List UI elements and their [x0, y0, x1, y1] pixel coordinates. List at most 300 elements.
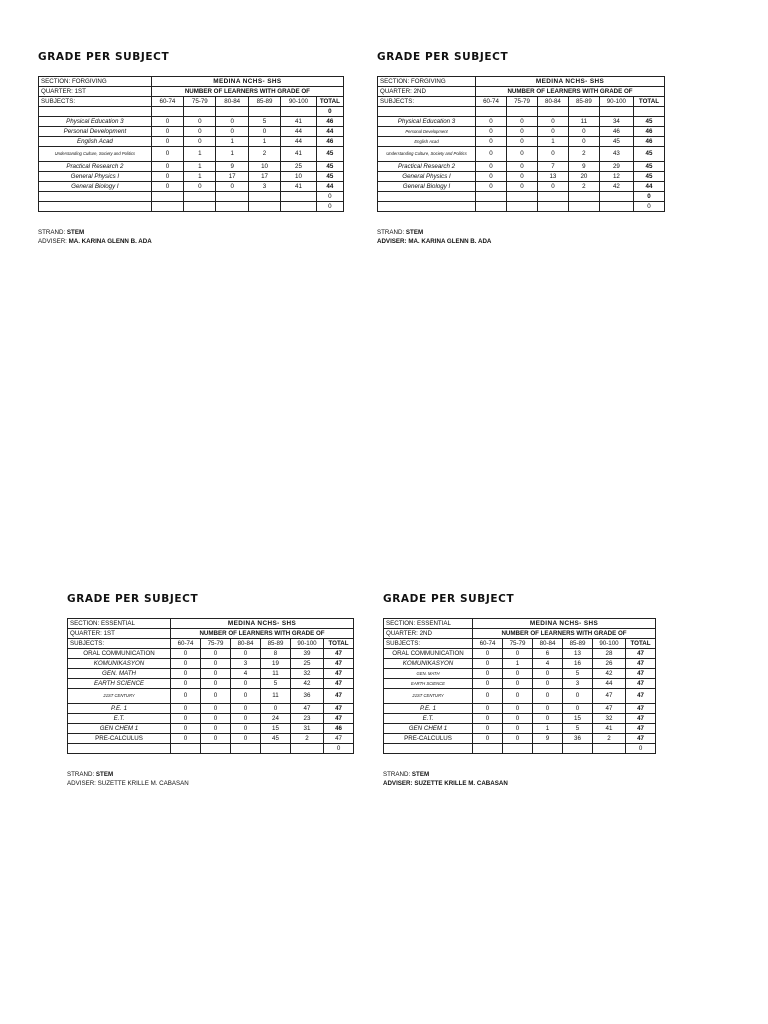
adviser-line: ADVISER: SUZETTE KRILLE M. CABASAN — [67, 780, 189, 787]
count-cell: 0 — [476, 147, 507, 162]
total-cell: 47 — [324, 714, 354, 724]
total-cell: 44 — [316, 182, 343, 192]
count-cell: 3 — [231, 659, 261, 669]
table-row — [378, 172, 665, 182]
subject-name: English Acad — [378, 137, 476, 147]
count-cell: 0 — [201, 659, 231, 669]
count-cell: 0 — [231, 649, 261, 659]
table-row — [68, 724, 354, 734]
range-header: 75-79 — [184, 97, 216, 107]
total-cell: 47 — [626, 704, 656, 714]
count-cell: 0 — [231, 679, 261, 689]
count-cell: 8 — [261, 649, 291, 659]
count-cell: 15 — [261, 724, 291, 734]
total-cell: 47 — [324, 689, 354, 704]
total-cell: 47 — [324, 659, 354, 669]
total-cell: 47 — [324, 679, 354, 689]
count-cell: 0 — [503, 734, 533, 744]
table-row-blank — [378, 107, 665, 117]
table-row — [384, 659, 656, 669]
sheet-title: GRADE PER SUBJECT — [383, 593, 515, 605]
subject-name: Practical Research 2 — [39, 162, 152, 172]
count-cell: 0 — [503, 714, 533, 724]
count-cell: 0 — [537, 117, 568, 127]
table-row — [68, 704, 354, 714]
table-row — [39, 182, 344, 192]
count-cell: 0 — [473, 689, 503, 704]
count-cell: 0 — [503, 689, 533, 704]
subject-name: General Physics I — [39, 172, 152, 182]
count-cell: 0 — [503, 724, 533, 734]
table-row — [384, 669, 656, 679]
count-cell: 32 — [291, 669, 324, 679]
table-row — [378, 182, 665, 192]
range-header: 90-100 — [593, 639, 626, 649]
count-cell: 2 — [568, 182, 599, 192]
count-cell: 0 — [248, 127, 280, 137]
subject-name: P.E. 1 — [68, 704, 171, 714]
range-header: 60-74 — [171, 639, 201, 649]
count-cell: 0 — [201, 649, 231, 659]
subject-name: Personal Development — [378, 127, 476, 137]
count-cell: 0 — [476, 137, 507, 147]
range-header: 85-89 — [568, 97, 599, 107]
count-cell: 42 — [599, 182, 633, 192]
subject-name: PRE-CALCULUS — [68, 734, 171, 744]
subject-name: EARTH SCIENCE — [68, 679, 171, 689]
count-cell: 0 — [473, 649, 503, 659]
total-header: TOTAL — [633, 97, 664, 107]
count-cell: 0 — [476, 172, 507, 182]
subject-name: GEN. MATH — [68, 669, 171, 679]
count-cell: 0 — [231, 704, 261, 714]
strand-line: STRAND: STEM — [38, 229, 85, 236]
total-cell: 47 — [626, 669, 656, 679]
range-header: 90-100 — [281, 97, 317, 107]
count-cell: 0 — [507, 182, 538, 192]
count-cell: 0 — [476, 182, 507, 192]
subject-name: GEN. MATH — [384, 669, 473, 679]
subject-name: 21ST CENTURY — [384, 689, 473, 704]
grade-table — [67, 618, 354, 754]
count-cell: 2 — [568, 147, 599, 162]
count-cell: 1 — [533, 724, 563, 734]
count-cell: 3 — [563, 679, 593, 689]
count-cell: 5 — [248, 117, 280, 127]
subject-name: Understanding Culture, Society and Politics — [39, 147, 152, 162]
sheet-footer — [38, 228, 344, 246]
count-cell: 0 — [507, 117, 538, 127]
total-cell: 47 — [324, 649, 354, 659]
table-row — [68, 669, 354, 679]
count-cell: 36 — [291, 689, 324, 704]
subject-name: PRE-CALCULUS — [384, 734, 473, 744]
count-cell: 0 — [533, 689, 563, 704]
table-row — [68, 714, 354, 724]
school-name: MEDINA NCHS- SHS — [151, 77, 343, 87]
count-cell: 0 — [507, 147, 538, 162]
total-cell: 0 — [324, 744, 354, 754]
count-cell: 0 — [184, 182, 216, 192]
subject-name: Understanding Culture, Society and Politics — [378, 147, 476, 162]
count-cell: 1 — [537, 137, 568, 147]
count-cell: 0 — [261, 704, 291, 714]
count-cell: 0 — [533, 679, 563, 689]
grade-sheet-essential-q1 — [67, 593, 354, 788]
count-cell: 0 — [171, 704, 201, 714]
count-cell: 5 — [563, 724, 593, 734]
range-header: 75-79 — [201, 639, 231, 649]
count-cell: 0 — [568, 127, 599, 137]
adviser-line: ADVISER: MA. KARINA GLENN B. ADA — [377, 238, 492, 245]
table-row-blank — [378, 202, 665, 212]
subject-name: E.T. — [68, 714, 171, 724]
subject-name: KOMUNIKASYON — [68, 659, 171, 669]
range-header: 90-100 — [599, 97, 633, 107]
count-cell: 44 — [593, 679, 626, 689]
count-cell: 0 — [216, 182, 248, 192]
count-cell: 6 — [533, 649, 563, 659]
count-cell: 0 — [151, 162, 183, 172]
total-cell: 47 — [626, 724, 656, 734]
subjects-label: SUBJECTS: — [39, 97, 152, 107]
count-cell: 45 — [261, 734, 291, 744]
count-cell: 1 — [503, 659, 533, 669]
range-header: 85-89 — [248, 97, 280, 107]
total-cell: 0 — [633, 192, 664, 202]
total-cell: 47 — [324, 704, 354, 714]
count-cell: 0 — [216, 127, 248, 137]
count-cell: 0 — [171, 649, 201, 659]
school-name: MEDINA NCHS- SHS — [473, 619, 656, 629]
count-cell: 0 — [231, 689, 261, 704]
count-cell: 0 — [201, 714, 231, 724]
table-row — [384, 679, 656, 689]
count-cell: 0 — [171, 689, 201, 704]
count-cell: 10 — [248, 162, 280, 172]
total-cell: 46 — [316, 117, 343, 127]
section-cell: SECTION: FORGIVING — [378, 77, 476, 87]
count-cell: 0 — [201, 724, 231, 734]
count-cell: 32 — [593, 714, 626, 724]
count-cell: 0 — [151, 137, 183, 147]
total-cell: 45 — [316, 162, 343, 172]
total-cell: 44 — [633, 182, 664, 192]
subject-name: General Physics I — [378, 172, 476, 182]
grade-sheet-essential-q2 — [383, 593, 656, 788]
total-cell: 0 — [633, 202, 664, 212]
count-cell: 45 — [599, 137, 633, 147]
count-cell: 13 — [537, 172, 568, 182]
table-row — [68, 649, 354, 659]
count-cell: 29 — [599, 162, 633, 172]
subject-name: English Acad — [39, 137, 152, 147]
count-cell: 0 — [507, 172, 538, 182]
count-cell: 44 — [281, 127, 317, 137]
count-cell: 20 — [568, 172, 599, 182]
count-cell: 0 — [507, 127, 538, 137]
table-row — [378, 147, 665, 162]
count-cell: 0 — [533, 669, 563, 679]
count-cell: 0 — [476, 117, 507, 127]
count-cell: 44 — [281, 137, 317, 147]
total-cell: 47 — [626, 689, 656, 704]
count-cell: 0 — [473, 679, 503, 689]
range-header: 80-84 — [533, 639, 563, 649]
subject-name: Physical Education 3 — [39, 117, 152, 127]
count-cell: 13 — [563, 649, 593, 659]
quarter-cell: QUARTER: 2ND — [378, 87, 476, 97]
count-cell: 0 — [231, 714, 261, 724]
total-cell: 47 — [626, 679, 656, 689]
quarter-cell: QUARTER: 2ND — [384, 629, 473, 639]
total-cell: 45 — [633, 172, 664, 182]
total-cell: 46 — [316, 137, 343, 147]
count-cell: 0 — [171, 659, 201, 669]
count-cell: 0 — [537, 182, 568, 192]
count-cell: 11 — [568, 117, 599, 127]
count-cell: 1 — [184, 172, 216, 182]
total-cell: 47 — [626, 714, 656, 724]
total-cell: 0 — [316, 202, 343, 212]
count-cell: 0 — [151, 147, 183, 162]
quarter-cell: QUARTER: 1ST — [68, 629, 171, 639]
subject-name: General Biology I — [378, 182, 476, 192]
count-cell: 5 — [261, 679, 291, 689]
count-cell: 0 — [503, 669, 533, 679]
number-header: NUMBER OF LEARNERS WITH GRADE OF — [151, 87, 343, 97]
count-cell: 39 — [291, 649, 324, 659]
grade-sheet-forgiving-q2 — [377, 51, 665, 246]
sheet-title: GRADE PER SUBJECT — [67, 593, 199, 605]
total-cell: 45 — [316, 172, 343, 182]
number-header: NUMBER OF LEARNERS WITH GRADE OF — [171, 629, 354, 639]
subject-name: General Biology I — [39, 182, 152, 192]
subject-name: ORAL COMMUNICATION — [384, 649, 473, 659]
total-cell: 45 — [316, 147, 343, 162]
count-cell: 28 — [593, 649, 626, 659]
count-cell: 1 — [216, 147, 248, 162]
table-row-blank — [68, 744, 354, 754]
grade-table — [38, 76, 344, 212]
count-cell: 0 — [537, 147, 568, 162]
subject-name: E.T. — [384, 714, 473, 724]
table-row — [68, 679, 354, 689]
range-header: 60-74 — [151, 97, 183, 107]
total-cell: 45 — [633, 162, 664, 172]
count-cell: 1 — [248, 137, 280, 147]
count-cell: 0 — [171, 734, 201, 744]
count-cell: 47 — [593, 704, 626, 714]
number-header: NUMBER OF LEARNERS WITH GRADE OF — [473, 629, 656, 639]
count-cell: 0 — [171, 679, 201, 689]
count-cell: 0 — [476, 127, 507, 137]
school-name: MEDINA NCHS- SHS — [476, 77, 665, 87]
count-cell: 1 — [216, 137, 248, 147]
section-cell: SECTION: ESSENTIAL — [68, 619, 171, 629]
subject-name: Practical Research 2 — [378, 162, 476, 172]
total-cell: 47 — [626, 734, 656, 744]
count-cell: 41 — [281, 182, 317, 192]
strand-line: STRAND: STEM — [67, 771, 114, 778]
count-cell: 47 — [593, 689, 626, 704]
range-header: 85-89 — [261, 639, 291, 649]
count-cell: 0 — [568, 137, 599, 147]
count-cell: 0 — [476, 162, 507, 172]
count-cell: 0 — [184, 127, 216, 137]
count-cell: 9 — [216, 162, 248, 172]
total-header: TOTAL — [324, 639, 354, 649]
count-cell: 0 — [473, 704, 503, 714]
table-row — [68, 734, 354, 744]
table-row — [384, 734, 656, 744]
count-cell: 0 — [151, 117, 183, 127]
total-header: TOTAL — [316, 97, 343, 107]
count-cell: 0 — [473, 669, 503, 679]
table-row — [39, 147, 344, 162]
strand-line: STRAND: STEM — [377, 229, 424, 236]
count-cell: 31 — [291, 724, 324, 734]
count-cell: 0 — [201, 704, 231, 714]
count-cell: 11 — [261, 669, 291, 679]
strand-line: STRAND: STEM — [383, 771, 430, 778]
table-row — [384, 724, 656, 734]
count-cell: 7 — [537, 162, 568, 172]
table-row — [384, 649, 656, 659]
count-cell: 0 — [201, 669, 231, 679]
table-row — [39, 127, 344, 137]
count-cell: 0 — [171, 724, 201, 734]
count-cell: 2 — [248, 147, 280, 162]
count-cell: 41 — [281, 117, 317, 127]
total-header: TOTAL — [626, 639, 656, 649]
count-cell: 34 — [599, 117, 633, 127]
total-cell: 47 — [626, 649, 656, 659]
count-cell: 0 — [151, 182, 183, 192]
count-cell: 4 — [533, 659, 563, 669]
sheet-title: GRADE PER SUBJECT — [377, 51, 509, 63]
count-cell: 0 — [533, 714, 563, 724]
total-cell: 0 — [316, 107, 343, 117]
total-cell: 46 — [633, 137, 664, 147]
total-cell: 47 — [324, 669, 354, 679]
count-cell: 0 — [184, 137, 216, 147]
school-name: MEDINA NCHS- SHS — [171, 619, 354, 629]
count-cell: 0 — [507, 137, 538, 147]
section-cell: SECTION: ESSENTIAL — [384, 619, 473, 629]
subjects-label: SUBJECTS: — [384, 639, 473, 649]
total-cell: 45 — [633, 147, 664, 162]
total-cell: 44 — [316, 127, 343, 137]
count-cell: 41 — [281, 147, 317, 162]
count-cell: 0 — [151, 172, 183, 182]
table-row-blank — [39, 202, 344, 212]
count-cell: 1 — [184, 147, 216, 162]
count-cell: 0 — [503, 649, 533, 659]
count-cell: 47 — [291, 704, 324, 714]
total-cell: 0 — [626, 744, 656, 754]
count-cell: 42 — [593, 669, 626, 679]
count-cell: 0 — [563, 689, 593, 704]
count-cell: 17 — [216, 172, 248, 182]
table-row — [39, 162, 344, 172]
sheet-footer — [67, 770, 354, 788]
count-cell: 23 — [291, 714, 324, 724]
table-row — [68, 659, 354, 669]
total-cell: 47 — [626, 659, 656, 669]
subject-name: GEN CHEM 1 — [384, 724, 473, 734]
table-row — [384, 704, 656, 714]
table-row — [384, 689, 656, 704]
sheet-footer — [383, 770, 656, 788]
count-cell: 10 — [281, 172, 317, 182]
count-cell: 16 — [563, 659, 593, 669]
count-cell: 5 — [563, 669, 593, 679]
table-row-blank — [384, 744, 656, 754]
number-header: NUMBER OF LEARNERS WITH GRADE OF — [476, 87, 665, 97]
grade-sheet-forgiving-q1 — [38, 51, 344, 246]
subject-name: P.E. 1 — [384, 704, 473, 714]
range-header: 60-74 — [473, 639, 503, 649]
count-cell: 46 — [599, 127, 633, 137]
count-cell: 0 — [473, 734, 503, 744]
count-cell: 0 — [473, 714, 503, 724]
subject-name: 21ST CENTURY — [68, 689, 171, 704]
count-cell: 36 — [563, 734, 593, 744]
count-cell: 42 — [291, 679, 324, 689]
range-header: 80-84 — [537, 97, 568, 107]
count-cell: 0 — [533, 704, 563, 714]
count-cell: 0 — [151, 127, 183, 137]
grade-table — [377, 76, 665, 212]
count-cell: 1 — [184, 162, 216, 172]
table-row-blank — [378, 192, 665, 202]
subject-name: ORAL COMMUNICATION — [68, 649, 171, 659]
sheet-title: GRADE PER SUBJECT — [38, 51, 170, 63]
subjects-label: SUBJECTS: — [378, 97, 476, 107]
count-cell: 25 — [291, 659, 324, 669]
count-cell: 0 — [231, 724, 261, 734]
table-row-blank — [39, 107, 344, 117]
sheet-footer — [377, 228, 665, 246]
table-row — [378, 137, 665, 147]
table-row — [68, 689, 354, 704]
subject-name: Physical Education 3 — [378, 117, 476, 127]
total-cell: 0 — [316, 192, 343, 202]
count-cell: 0 — [507, 162, 538, 172]
adviser-line: ADVISER: MA. KARINA GLENN B. ADA — [38, 238, 152, 245]
count-cell: 19 — [261, 659, 291, 669]
table-row — [39, 172, 344, 182]
section-cell: SECTION: FORGIVING — [39, 77, 152, 87]
subject-name: GEN CHEM 1 — [68, 724, 171, 734]
table-row — [384, 714, 656, 724]
count-cell: 0 — [563, 704, 593, 714]
subject-name: EARTH SCIENCE — [384, 679, 473, 689]
subject-name: KOMUNIKASYON — [384, 659, 473, 669]
total-cell: 47 — [324, 734, 354, 744]
range-header: 90-100 — [291, 639, 324, 649]
count-cell: 0 — [503, 679, 533, 689]
count-cell: 2 — [593, 734, 626, 744]
count-cell: 0 — [231, 734, 261, 744]
total-cell: 46 — [633, 127, 664, 137]
count-cell: 0 — [201, 689, 231, 704]
count-cell: 11 — [261, 689, 291, 704]
count-cell: 0 — [216, 117, 248, 127]
count-cell: 0 — [503, 704, 533, 714]
count-cell: 25 — [281, 162, 317, 172]
